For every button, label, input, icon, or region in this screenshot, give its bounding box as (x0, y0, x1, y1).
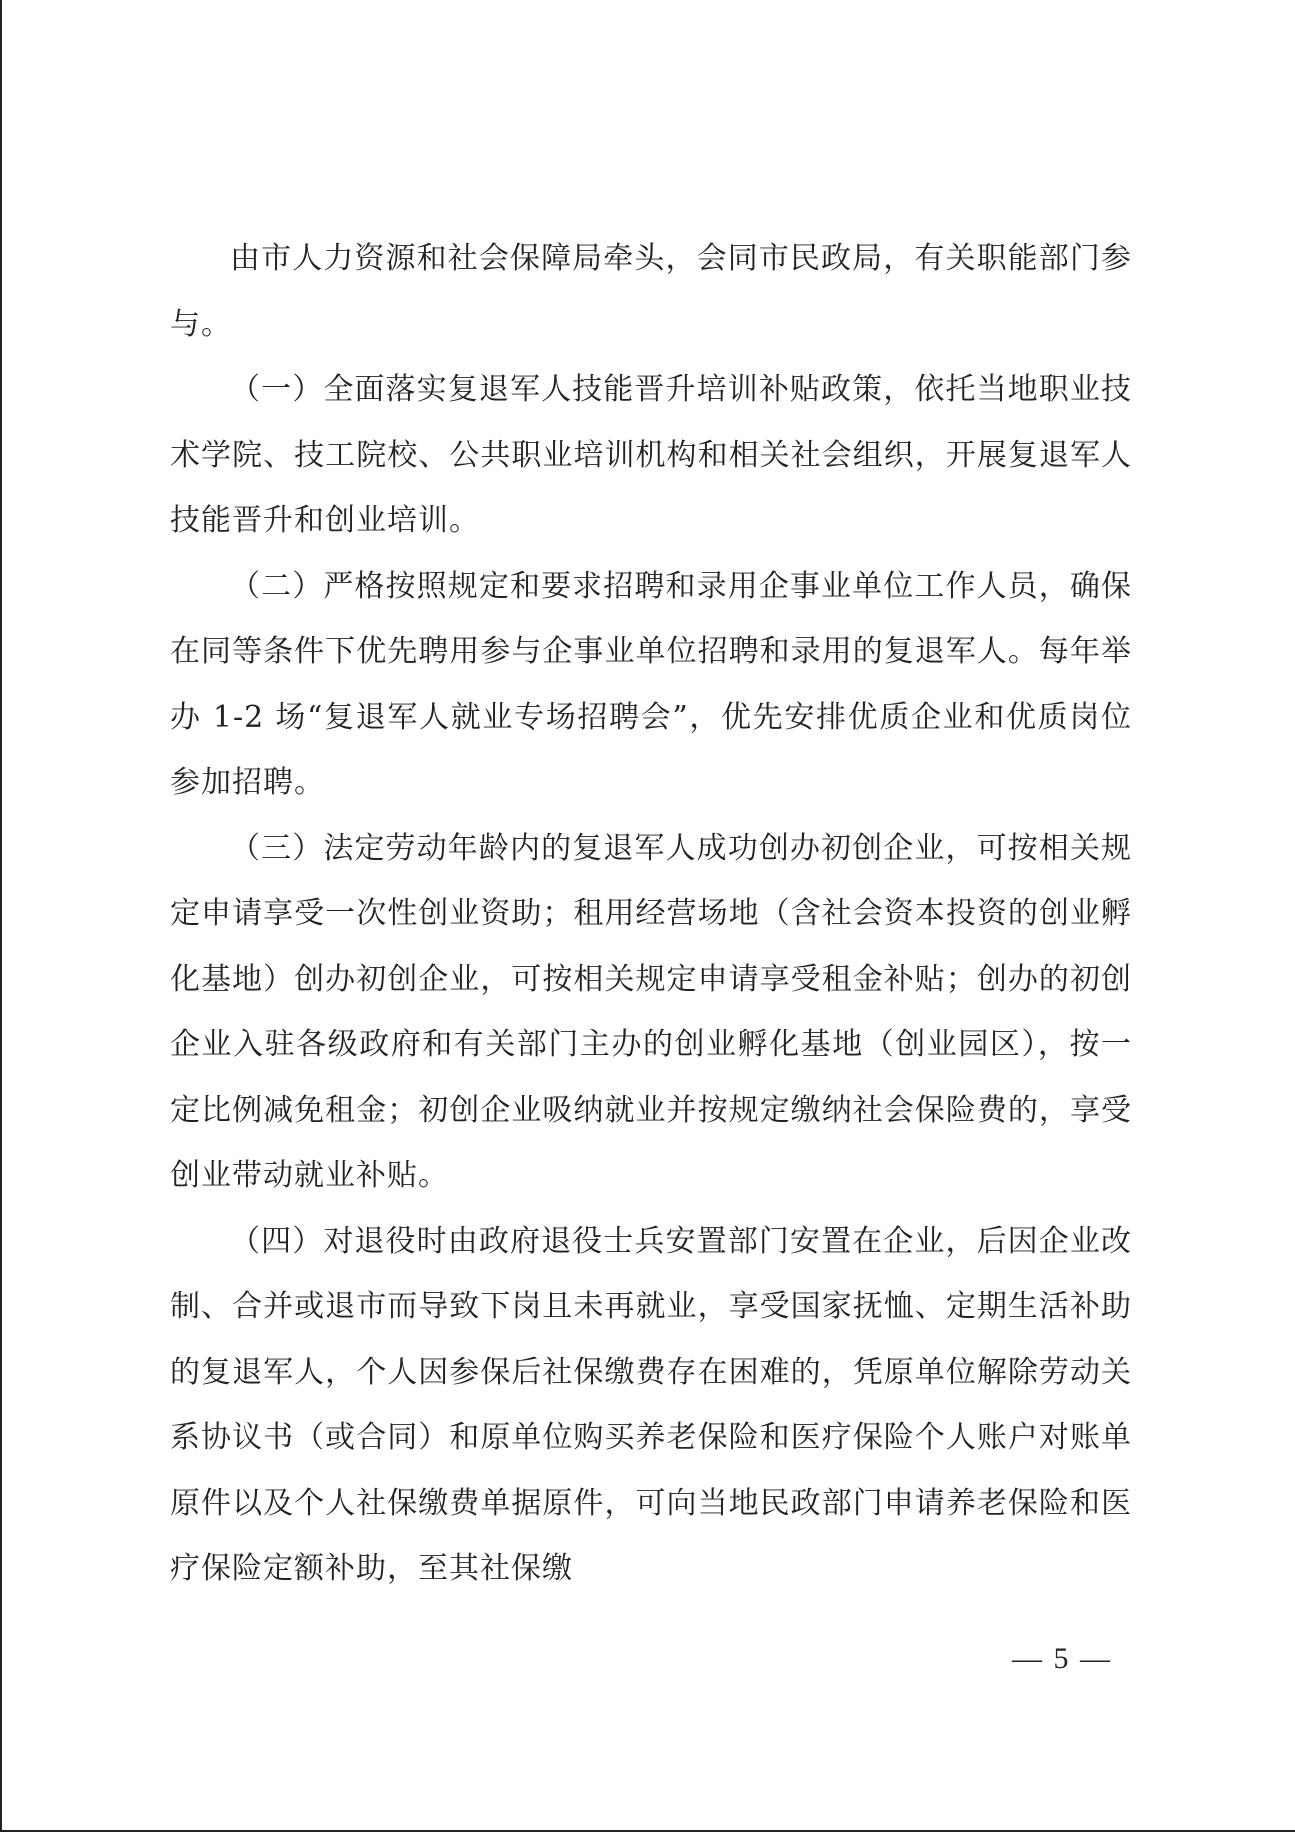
paragraph-item-1: （一）全面落实复退军人技能晋升培训补贴政策，依托当地职业技术学院、技工院校、公共职业培训机构和相关社会组织，开展复退军人技能晋升和创业培训。 (170, 372, 1132, 538)
paragraph-item-3: （三）法定劳动年龄内的复退军人成功创办初创企业，可按相关规定申请享受一次性创业资助；租用经营场地（含社会资本投资的创业孵化基地）创办初创企业，可按相关规定申请享受租金补贴；创办的初创企业入驻各级政府和有关部门主办的创业孵化基地（创业园区），按一定比例减免租金；初创企业吸纳就业并按规定缴纳社会保险费的，享受创业带动就业补贴。 (170, 830, 1132, 1193)
page-number: — 5 — (1012, 1642, 1112, 1675)
paragraph-item-2: （二）严格按照规定和要求招聘和录用企事业单位工作人员，确保在同等条件下优先聘用参与企事业单位招聘和录用的复退军人。每年举办 1-2 场“复退军人就业专场招聘会”，优先安排优质企业和优质岗位参加招聘。 (170, 568, 1132, 800)
paragraph-intro: 由市人力资源和社会保障局牵头，会同市民政局，有关职能部门参与。 (170, 241, 1132, 342)
paragraph-item-4: （四）对退役时由政府退役士兵安置部门安置在企业，后因企业改制、合并或退市而导致下岗且未再就业，享受国家抚恤、定期生活补助的复退军人，个人因参保后社保缴费存在困难的，凭原单位解除劳动关系协议书（或合同）和原单位购买养老保险和医疗保险个人账户对账单原件以及个人社保缴费单据原件，可向当地民政部门申请养老保险和医疗保险定额补助，至其社保缴 (170, 1223, 1132, 1586)
document-body (170, 226, 1132, 1602)
